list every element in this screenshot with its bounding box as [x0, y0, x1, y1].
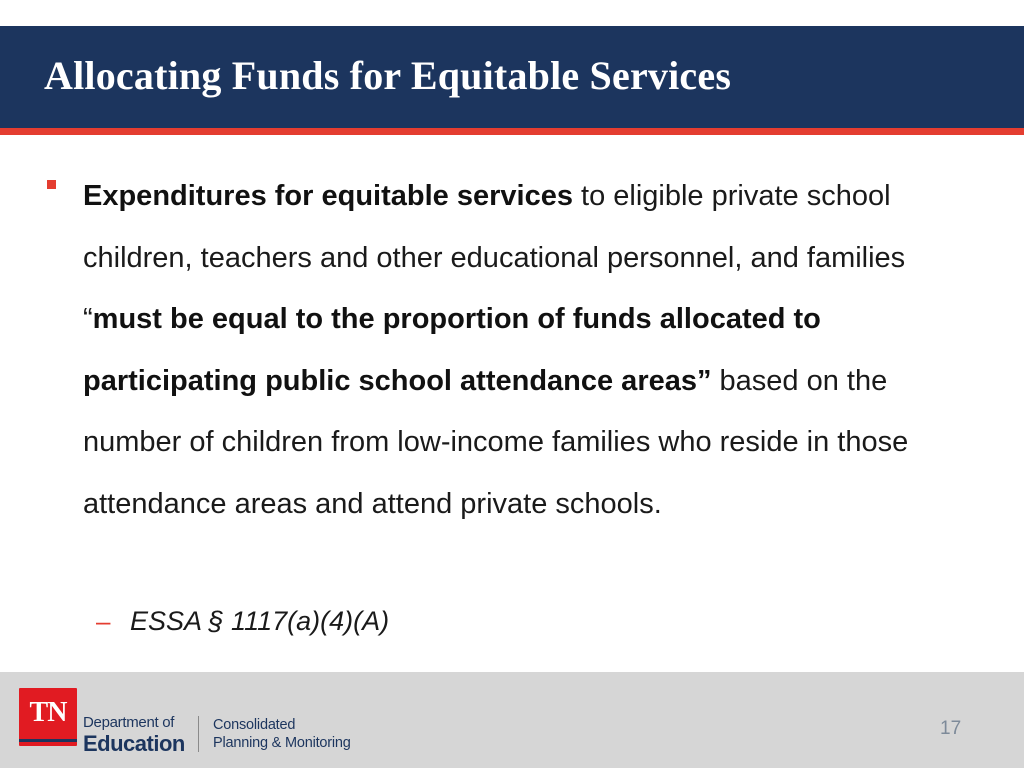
tn-logo-rule — [19, 739, 77, 742]
bullet-bold-lead: Expenditures for equitable services — [83, 180, 573, 212]
slide-title: Allocating Funds for Equitable Services — [44, 53, 732, 98]
dept-name-line1: Department of — [83, 714, 175, 731]
title-underline — [0, 128, 1024, 135]
citation-text: ESSA § 1117(a)(4)(A) — [130, 606, 390, 636]
footer-divider — [198, 716, 199, 752]
page-number: 17 — [940, 718, 962, 739]
square-bullet-icon — [47, 180, 56, 189]
dept-name-line2: Education — [83, 731, 185, 756]
office-name-line2: Planning & Monitoring — [213, 735, 351, 751]
tn-logo-text: TN — [29, 697, 67, 728]
tn-logo — [19, 688, 77, 746]
bullet-text-part-2: based on the number of children from low-income families who reside in those attendance areas and attend private schools. — [83, 364, 909, 520]
bullet-paragraph — [83, 166, 988, 535]
bullet-bold-quote: must be equal to the proportion of funds allocated to participating public school attendance areas” — [83, 303, 821, 397]
office-name-line1: Consolidated — [213, 717, 296, 733]
bullet-text-part-1: to eligible private school children, teachers and other educational personnel, and families “ — [83, 180, 906, 335]
dash-bullet-icon: – — [96, 606, 111, 636]
